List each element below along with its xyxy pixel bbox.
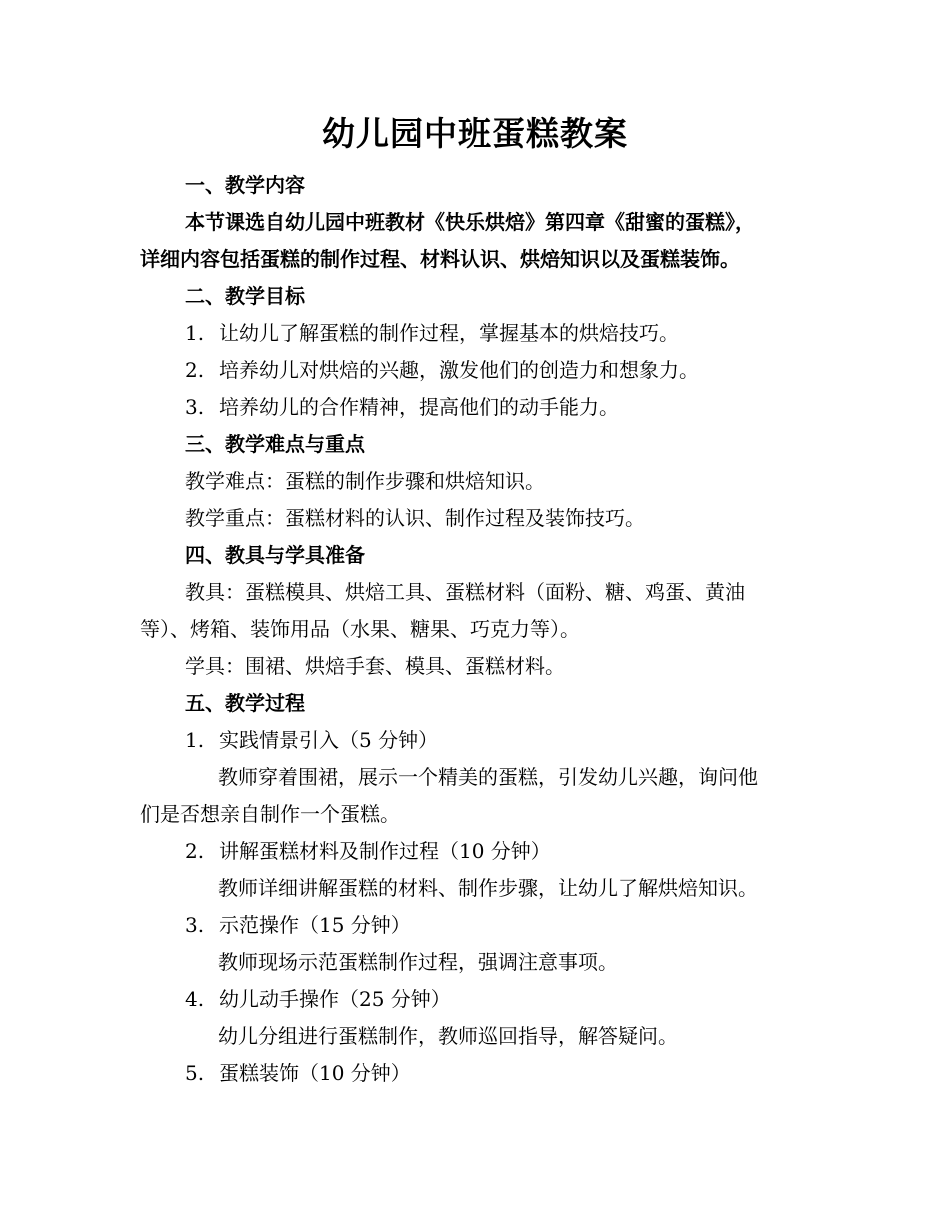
goal-text: 让幼儿了解蛋糕的制作过程，掌握基本的烘焙技巧。 (219, 321, 679, 345)
content-paragraph-line-1: 本节课选自幼儿园中班教材《快乐烘焙》第四章《甜蜜的蛋糕》， (185, 210, 755, 234)
content-paragraph-line-2: 详细内容包括蛋糕的制作过程、材料认识、烘焙知识以及蛋糕装饰。 (140, 247, 740, 271)
step-title: 示范操作（15 分钟） (219, 913, 411, 937)
section-heading-content: 一、教学内容 (185, 173, 305, 197)
step-description-line-1: 教师穿着围裙，展示一个精美的蛋糕，引发幼儿兴趣，询问他 (218, 765, 758, 789)
process-step (185, 837, 551, 865)
process-step (185, 911, 411, 939)
process-step (185, 985, 451, 1013)
step-description: 教师详细讲解蛋糕的材料、制作步骤，让幼儿了解烘焙知识。 (218, 876, 758, 900)
step-description: 幼儿分组进行蛋糕制作，教师巡回指导，解答疑问。 (218, 1024, 678, 1048)
section-heading-difficulty: 三、教学难点与重点 (185, 432, 365, 456)
step-title: 幼儿动手操作（25 分钟） (219, 987, 451, 1011)
difficulty-text: 教学难点：蛋糕的制作步骤和烘焙知识。 (185, 469, 545, 493)
tools-paragraph-line-2: 等）、烤箱、装饰用品（水果、糖果、巧克力等）。 (140, 617, 580, 641)
section-heading-goals: 二、教学目标 (185, 284, 305, 308)
section-heading-process: 五、教学过程 (185, 691, 305, 715)
goal-item (185, 356, 699, 384)
step-title: 蛋糕装饰（10 分钟） (219, 1061, 411, 1085)
step-number: 5. (185, 1061, 205, 1085)
student-tools-text: 学具：围裙、烘焙手套、模具、蛋糕材料。 (185, 654, 565, 678)
goal-item (185, 393, 619, 421)
goal-text: 培养幼儿对烘焙的兴趣，激发他们的创造力和想象力。 (219, 358, 699, 382)
document-title: 幼儿园中班蛋糕教案 (322, 114, 628, 153)
tools-paragraph-line-1: 教具：蛋糕模具、烘焙工具、蛋糕材料（面粉、糖、鸡蛋、黄油 (185, 580, 745, 604)
goal-text: 培养幼儿的合作精神，提高他们的动手能力。 (219, 395, 619, 419)
step-number: 2. (185, 839, 205, 863)
goal-number: 2. (185, 358, 205, 382)
step-description: 教师现场示范蛋糕制作过程，强调注意事项。 (218, 950, 618, 974)
goal-number: 3. (185, 395, 205, 419)
step-title: 实践情景引入（5 分钟） (219, 728, 439, 752)
goal-item (185, 319, 679, 347)
step-number: 1. (185, 728, 205, 752)
process-step (185, 1059, 411, 1087)
step-number: 4. (185, 987, 205, 1011)
goal-number: 1. (185, 321, 205, 345)
step-title: 讲解蛋糕材料及制作过程（10 分钟） (219, 839, 551, 863)
process-step (185, 726, 438, 754)
section-heading-tools: 四、教具与学具准备 (185, 543, 365, 567)
step-description-line-2: 们是否想亲自制作一个蛋糕。 (140, 802, 400, 826)
step-number: 3. (185, 913, 205, 937)
key-point-text: 教学重点：蛋糕材料的认识、制作过程及装饰技巧。 (185, 506, 645, 530)
